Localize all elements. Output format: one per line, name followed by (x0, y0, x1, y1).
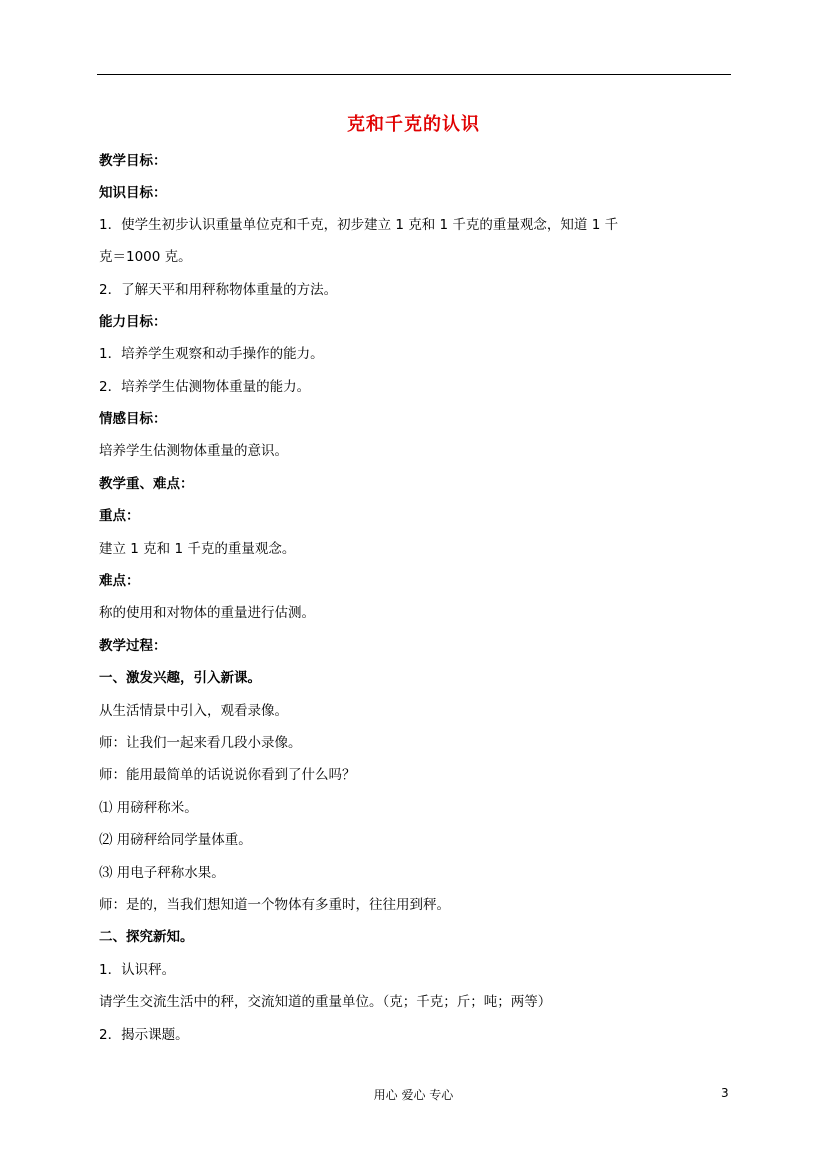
body-line: 二、探究新知。 (99, 929, 194, 945)
body-line: 1．培养学生观察和动手操作的能力。 (99, 346, 324, 362)
body-line: 能力目标： (99, 314, 167, 330)
body-line: 难点： (99, 573, 140, 589)
body-line: 知识目标： (99, 185, 167, 201)
body-line: 2．揭示课题。 (99, 1027, 189, 1043)
body-line: 重点： (99, 508, 140, 524)
body-line: 1．认识秤。 (99, 962, 176, 978)
header-rule (97, 74, 731, 75)
body-line: 称的使用和对物体的重量进行估测。 (99, 605, 315, 621)
body-line: ⑴ 用磅秤称米。 (99, 800, 198, 816)
body-line: ⑶ 用电子秤称水果。 (99, 865, 225, 881)
body-line: 教学目标： (99, 153, 167, 169)
body-line: 师：能用最简单的话说说你看到了什么吗？ (99, 767, 356, 783)
body-line: 2．培养学生估测物体重量的能力。 (99, 379, 311, 395)
body-line: 教学重、难点： (99, 476, 194, 492)
body-line: 师：是的，当我们想知道一个物体有多重时，往往用到秤。 (99, 897, 450, 913)
body-line: 情感目标： (99, 411, 167, 427)
body-line: 2．了解天平和用秤称物体重量的方法。 (99, 282, 338, 298)
body-line: 请学生交流生活中的秤，交流知道的重量单位。（克；千克；斤；吨；两等） (99, 994, 552, 1010)
body-line: 从生活情景中引入，观看录像。 (99, 703, 288, 719)
footer-motto: 用心 爱心 专心 (373, 1088, 454, 1102)
document-title: 克和千克的认识 (347, 114, 480, 135)
body-line: 师：让我们一起来看几段小录像。 (99, 735, 302, 751)
page-number: 3 (721, 1086, 729, 1100)
body-line: 培养学生估测物体重量的意识。 (99, 443, 288, 459)
body-line: 克＝1000 克。 (99, 249, 192, 265)
body-line: 建立 1 克和 1 千克的重量观念。 (99, 541, 296, 557)
body-line: 一、激发兴趣，引入新课。 (99, 670, 261, 686)
body-line: 1．使学生初步认识重量单位克和千克，初步建立 1 克和 1 千克的重量观念，知道 1 千 (99, 217, 619, 233)
body-line: 教学过程： (99, 638, 167, 654)
body-line: ⑵ 用磅秤给同学量体重。 (99, 832, 252, 848)
